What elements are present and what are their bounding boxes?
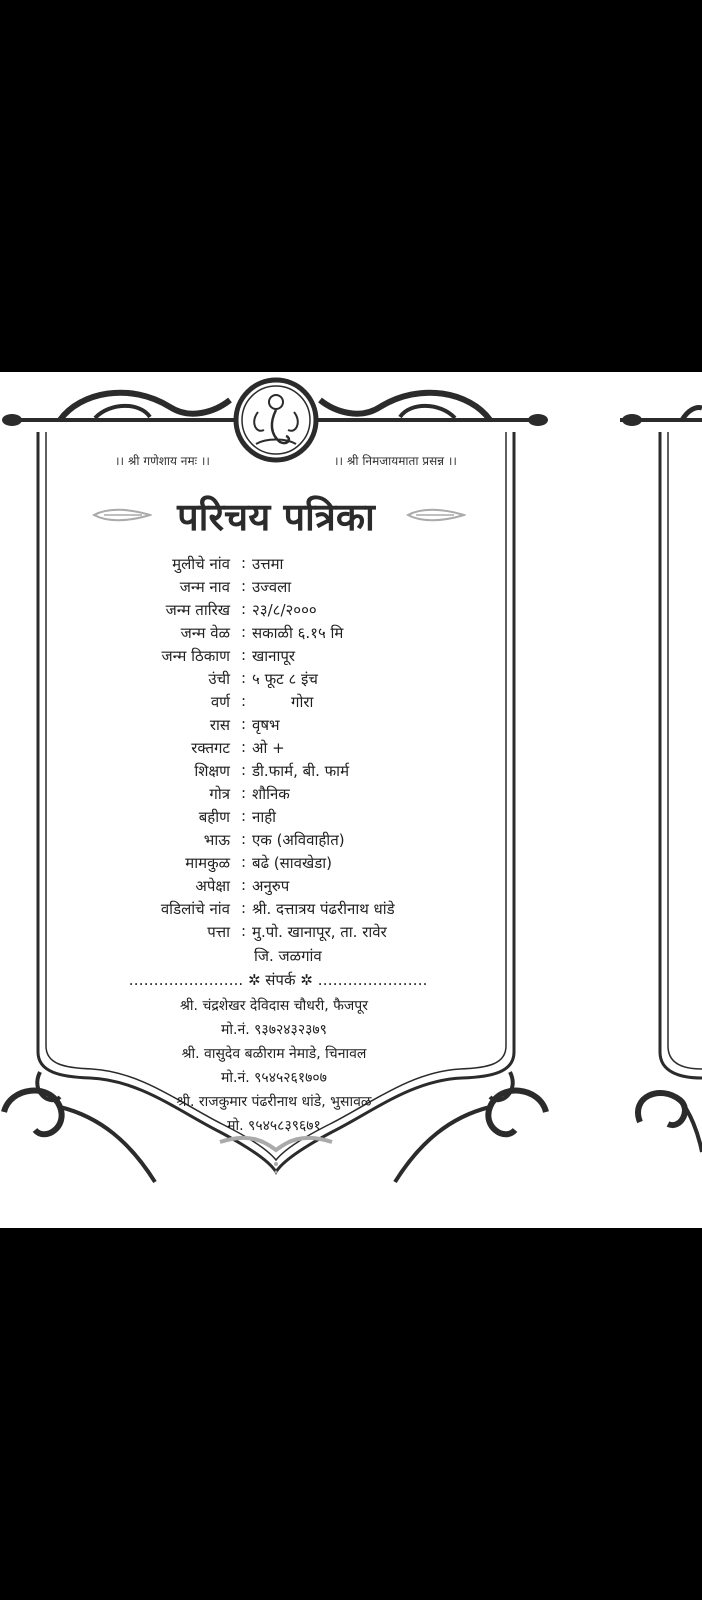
ganesha-emblem — [236, 380, 316, 460]
contact-phone-1: मो.नं. ९३७२४३२३७९ — [221, 1022, 327, 1038]
detail-row: मामकुळ : बढे (सावखेडा) — [185, 853, 333, 872]
detail-row: जन्म तारिख : २३/८/२००० — [165, 600, 317, 619]
contact-phone-3: मो. ९५४५८३९६७१ — [227, 1118, 321, 1134]
detail-row: अपेक्षा : अनुरुप — [195, 876, 290, 895]
detail-row: रक्तगट : ओ + — [191, 738, 285, 757]
contact-heading: ………………….. ✲ संपर्क ✲ …………………. — [128, 971, 428, 989]
contact-name-1: श्री. चंद्रशेखर देविदास चौधरी, फैजपूर — [180, 998, 368, 1014]
detail-row: रास : वृषभ — [209, 715, 280, 734]
contact-phone-2: मो.नं. ९५४५२६१७०७ — [221, 1070, 327, 1086]
detail-row: उंची : ५ फूट ८ इंच — [208, 669, 318, 688]
detail-row: जन्म ठिकाण : खानापूर — [161, 646, 296, 665]
title-flourish-right — [406, 506, 466, 524]
blessing-right: ।। श्री निमजायमाता प्रसन्न ।। — [334, 454, 457, 468]
detail-row: वर्ण : गोरा — [210, 692, 314, 711]
blessing-left: ।। श्री गणेशाय नमः ।। — [115, 454, 210, 468]
biodata-card — [0, 372, 702, 1228]
detail-row: भाऊ : एक (अविवाहीत) — [203, 830, 345, 849]
contact-name-2: श्री. वासुदेव बळीराम नेमाडे, चिनावल — [181, 1046, 367, 1062]
detail-row: जन्म वेळ : सकाळी ६.१५ मि — [180, 623, 344, 642]
detail-row: बहीण : नाही — [198, 807, 277, 826]
contact-name-3: श्री. राजकुमार पंढरीनाथ धांडे, भुसावळ — [176, 1094, 372, 1110]
detail-row: शिक्षण : डी.फार्म, बी. फार्म — [194, 761, 350, 780]
detail-row: गोत्र : शौनिक — [209, 784, 290, 803]
detail-row: वडिलांचे नांव : श्री. दत्तात्रय पंढरीनाथ धांडे — [160, 899, 395, 918]
detail-row: जन्म नाव : उज्वला — [179, 577, 292, 596]
detail-row: मुलीचे नांव : उत्तमा — [172, 554, 284, 573]
address-line-2: जि. जळगांव — [254, 947, 322, 965]
detail-row: पत्ता : मु.पो. खानापूर, ता. रावेर — [207, 922, 387, 941]
page-title: परिचय पत्रिका — [177, 494, 375, 539]
